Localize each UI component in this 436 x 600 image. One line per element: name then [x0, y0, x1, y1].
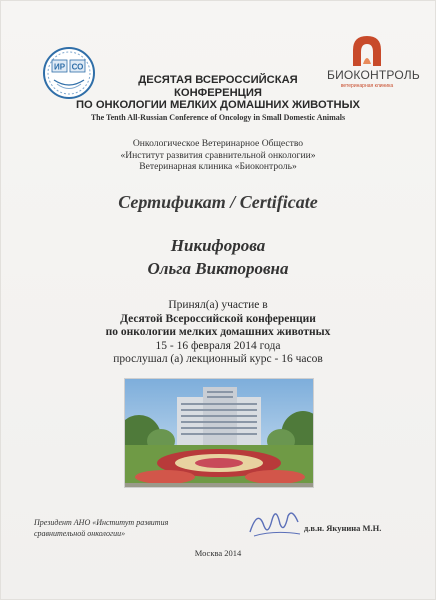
title-line-3: ПО ОНКОЛОГИИ МЕЛКИХ ДОМАШНИХ ЖИВОТНЫХ — [75, 99, 361, 111]
building-photo — [124, 378, 314, 488]
recipient-given-names: Ольга Викторовна — [147, 259, 289, 278]
conference-title — [0, 74, 436, 112]
organizer-line-1: Онкологическое Ветеринарное Общество — [132, 138, 304, 149]
biokontrol-logo-name: БИОКОНТРОЛЬ — [327, 68, 420, 82]
irso-logo-text-right: СО — [71, 62, 84, 72]
body-line-1: Принял(а) участие в — [168, 299, 268, 311]
organizers — [0, 138, 436, 173]
body-line-3: по онкологии мелких домашних животных — [105, 326, 331, 338]
recipient-surname: Никифорова — [170, 236, 266, 255]
president-title-line-2: сравнительной онкологии» — [34, 529, 126, 538]
certificate-body — [0, 299, 436, 367]
organizer-line-2: «Институт развития сравнительной онкологии» — [120, 149, 316, 161]
signature — [244, 502, 304, 547]
body-line-4: 15 - 16 февраля 2014 года — [155, 339, 281, 352]
irso-logo-text-left: ИР — [53, 62, 66, 72]
body-line-2: Десятой Всероссийской конференции — [120, 312, 316, 325]
recipient-name — [0, 234, 436, 280]
title-line-2: КОНФЕРЕНЦИЯ — [174, 86, 262, 99]
organizer-line-3: Ветеринарная клиника «Биоконтроль» — [139, 161, 297, 172]
biokontrol-emblem-icon — [349, 34, 385, 68]
title-line-1: ДЕСЯТАЯ ВСЕРОССИЙСКАЯ — [138, 74, 298, 86]
signatory-name: д.в.н. Якунина М.Н. — [304, 523, 382, 533]
biokontrol-logo-subtitle: ветеринарная клиника — [340, 83, 394, 89]
conference-title-english: The Tenth All-Russian Conference of Oncology in Small Domestic Animals — [90, 113, 346, 122]
city-year: Москва 2014 — [194, 548, 242, 558]
president-title — [34, 517, 168, 539]
body-line-5: прослушал (а) лекционный курс - 16 часов — [113, 353, 323, 365]
president-title-line-1: Президент АНО «Институт развития — [34, 518, 169, 527]
certificate-heading: Сертификат / Certificate — [118, 192, 318, 212]
